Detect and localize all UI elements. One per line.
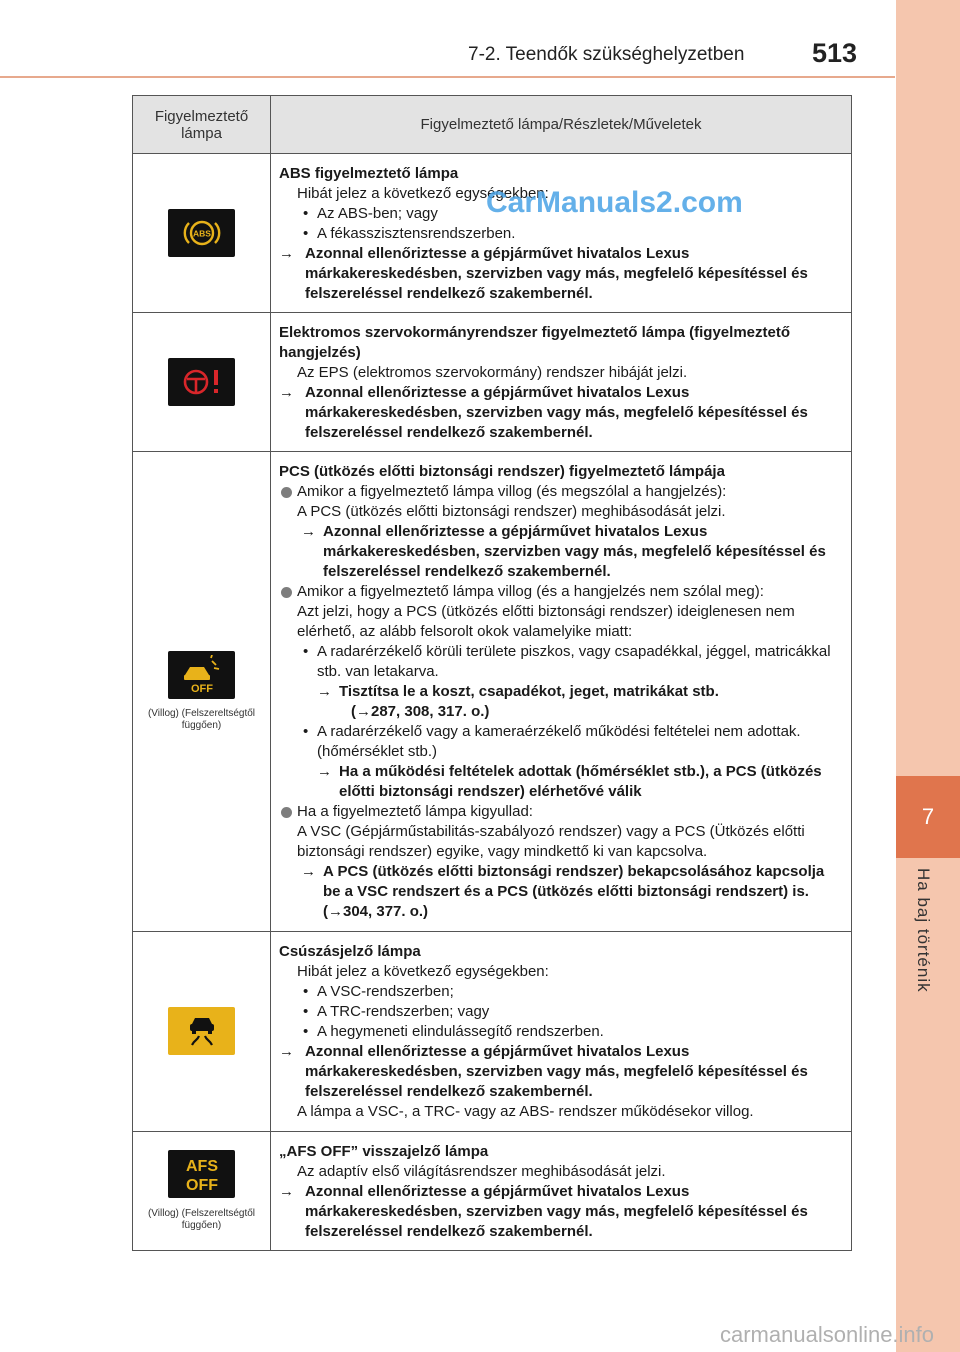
details-cell: [271, 1132, 852, 1251]
pcs-case-2-text: Azt jelzi, hogy a PCS (ütközés előtti biztonsági rendszer) ideiglenesen nem elérhető, az alább felsorolt okok valamelyike miatt:: [297, 603, 795, 640]
pcs-case-2-bullet-1-ref: [279, 702, 833, 722]
lamp-cell: [133, 932, 271, 1132]
pcs-case-3: Ha a figyelmeztető lámpa kigyullad:: [279, 802, 833, 822]
abs-intro: Hibát jelez a következő egységekben:: [297, 185, 549, 202]
table-row: [133, 313, 852, 452]
table-header-row: [133, 96, 852, 154]
details-cell: [271, 452, 852, 932]
lamp-cell: [133, 313, 271, 452]
pcs-icon-caption: (Villog) (Felszereltségtől függően): [147, 708, 256, 731]
pcs-case-3-text: A VSC (Gépjárműstabilitás-szabályozó rendszer) vagy a PCS (Ütközés előtti biztonsági rendszer) egyike, vagy mindkettő ki van kapcsolva.: [297, 823, 805, 860]
slip-bullet-2: • A TRC-rendszerben; vagy: [279, 1002, 833, 1022]
afs-icon-line-2: OFF: [185, 1177, 218, 1194]
afs-icon-caption: (Villog) (Felszereltségtől függően): [147, 1208, 256, 1231]
afs-title: „AFS OFF” visszajelző lámpa: [279, 1143, 489, 1160]
pcs-ref-text: (→287, 308, 317. o.): [351, 703, 490, 720]
side-chapter-label: Ha baj történik: [914, 868, 933, 993]
afs-intro: Az adaptív első világításrendszer meghibásodását jelzi.: [297, 1163, 666, 1180]
pcs-case-2-bullet-2-action: → Ha a működési feltételek adottak (hőmérséklet stb.), a PCS (ütközés előtti biztonsági rendszer) elérhetővé válik: [279, 762, 833, 802]
pcs-case-1-action: → Azonnal ellenőriztesse a gépjárművet hivatalos Lexus márkakereskedésben, szervizben vagy más, megfelelő képesítéssel és felszereléssel rendelkező szakembernél.: [279, 522, 833, 582]
slip-action: → Azonnal ellenőriztesse a gépjárművet hivatalos Lexus márkakereskedésben, szervizben vagy más, megfelelő képesítéssel és felszereléssel rendelkező szakembernél.: [279, 1042, 833, 1102]
pcs-case-1: Amikor a figyelmeztető lámpa villog (és megszólal a hangjelzés):: [279, 482, 833, 502]
warning-lamp-table: [132, 95, 852, 1251]
slip-indicator-icon: [168, 1007, 235, 1055]
abs-bullet-1: • Az ABS-ben; vagy: [279, 204, 833, 224]
lamp-cell: [133, 154, 271, 313]
afs-icon-line-1: AFS: [185, 1158, 218, 1175]
footer-watermark: carmanualsonline.info: [720, 1322, 935, 1347]
pcs-title: PCS (ütközés előtti biztonsági rendszer) figyelmeztető lámpája: [279, 463, 725, 480]
details-cell: [271, 313, 852, 452]
table-row: [133, 154, 852, 313]
afs-action: → Azonnal ellenőriztesse a gépjárművet hivatalos Lexus márkakereskedésben, szervizben vagy más, megfelelő képesítéssel és felszereléssel rendelkező szakembernél.: [279, 1182, 833, 1242]
pcs-case-2-bullet-1: • A radarérzékelő körüli területe piszkos, vagy csapadékkal, jéggel, matricákkal stb. van letakarva.: [279, 642, 833, 682]
pcs-icon-text: OFF: [190, 683, 213, 695]
col-header-details: Figyelmeztető lámpa/Részletek/Műveletek: [271, 96, 852, 154]
lamp-cell: [133, 1132, 271, 1251]
pcs-off-icon: [168, 651, 235, 699]
abs-warning-icon: [168, 209, 235, 257]
eps-title: Elektromos szervokormányrendszer figyelmeztető lámpa (figyelmeztető hangjelzés): [279, 324, 790, 361]
abs-bullet-2: • A fékasszisztensrendszerben.: [279, 224, 833, 244]
eps-intro: Az EPS (elektromos szervokormány) rendszer hibáját jelzi.: [297, 364, 688, 381]
afs-off-icon: [168, 1150, 235, 1198]
table-row: [133, 1132, 852, 1251]
lamp-cell: [133, 452, 271, 932]
section-title: 7-2. Teendők szükséghelyzetben: [468, 44, 745, 65]
side-tab: [896, 0, 960, 1352]
pcs-case-1-text: A PCS (ütközés előtti biztonsági rendszer) meghibásodását jelzi.: [297, 503, 726, 520]
slip-note: A lámpa a VSC-, a TRC- vagy az ABS- rendszer működésekor villog.: [297, 1103, 754, 1120]
details-cell: [271, 932, 852, 1132]
abs-action: → Azonnal ellenőriztesse a gépjárművet hivatalos Lexus márkakereskedésben, szervizben vagy más, megfelelő képesítéssel és felszereléssel rendelkező szakembernél.: [279, 244, 833, 304]
slip-bullet-3: • A hegymeneti elindulássegítő rendszerben.: [279, 1022, 833, 1042]
slip-bullet-1: • A VSC-rendszerben;: [279, 982, 833, 1002]
pcs-case-3-action: → A PCS (ütközés előtti biztonsági rendszer) bekapcsolásához kapcsolja be a VSC rendszert és a PCS (ütközés előtti biztonsági rendszert) is. (→304, 377. o.): [279, 862, 833, 922]
slip-title: Csúszásjelző lámpa: [279, 943, 421, 960]
abs-icon-text: ABS: [192, 228, 211, 239]
header-rule: [0, 76, 895, 78]
steering-warning-icon: [168, 358, 235, 406]
watermark: CarManuals2.com: [486, 186, 743, 219]
side-chapter-number: 7: [896, 776, 960, 858]
page-number: 513: [812, 38, 858, 68]
pcs-case-2-bullet-1-action: → Tisztítsa le a koszt, csapadékot, jeget, matrikákat stb.: [279, 682, 833, 702]
abs-title: ABS figyelmeztető lámpa: [279, 165, 459, 182]
table-row: [133, 452, 852, 932]
col-header-lamp: Figyelmeztető lámpa: [133, 96, 271, 154]
slip-intro: Hibát jelez a következő egységekben:: [297, 963, 549, 980]
table-row: [133, 932, 852, 1132]
pcs-case-2-bullet-2: • A radarérzékelő vagy a kameraérzékelő működési feltételei nem adottak. (hőmérséklet stb.): [279, 722, 833, 762]
eps-action: → Azonnal ellenőriztesse a gépjárművet hivatalos Lexus márkakereskedésben, szervizben vagy más, megfelelő képesítéssel és felszereléssel rendelkező szakembernél.: [279, 383, 833, 443]
details-cell: [271, 154, 852, 313]
pcs-case-2: Amikor a figyelmeztető lámpa villog (és a hangjelzés nem szólal meg):: [279, 582, 833, 602]
